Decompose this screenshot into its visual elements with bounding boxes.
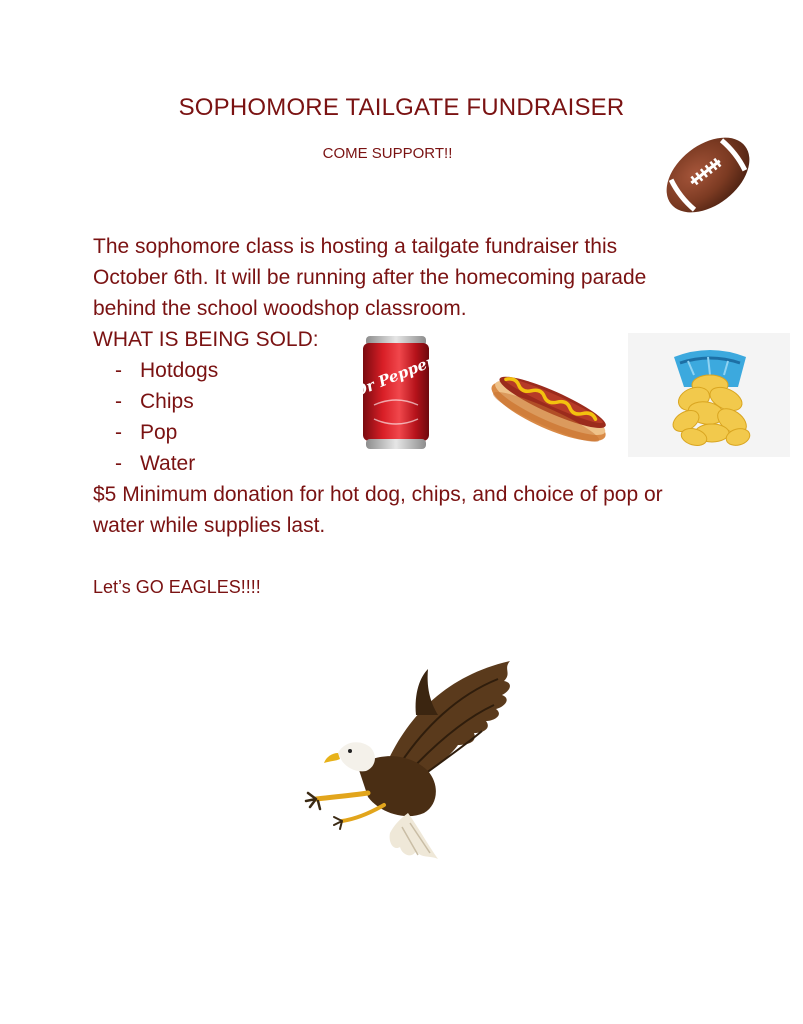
flyer-title: SOPHOMORE TAILGATE FUNDRAISER bbox=[178, 94, 625, 121]
chips-image bbox=[628, 333, 790, 457]
hotdog-image bbox=[485, 358, 617, 454]
football-image bbox=[660, 130, 756, 220]
chips-image-frame bbox=[628, 333, 790, 457]
soda-logo: Dr Pepper bbox=[351, 352, 437, 401]
list-item: - Pop bbox=[115, 417, 693, 448]
soda-can-image bbox=[351, 333, 437, 453]
list-item: - Hotdogs bbox=[115, 355, 693, 386]
intro-paragraph: The sophomore class is hosting a tailgate fundraiser this October 6th. It will be running after the homecoming parade behind the school woodshop classroom. bbox=[93, 235, 647, 320]
list-item: - Chips bbox=[115, 386, 693, 417]
flyer-subtitle: COME SUPPORT!! bbox=[322, 145, 453, 162]
eagle-image bbox=[298, 655, 524, 865]
cheer-text: Let’s GO EAGLES!!!! bbox=[93, 577, 261, 597]
list-item: - Water bbox=[115, 448, 693, 479]
items-heading: WHAT IS BEING SOLD: bbox=[93, 328, 319, 351]
price-note: $5 Minimum donation for hot dog, chips, and choice of pop or water while supplies last. bbox=[93, 483, 663, 537]
